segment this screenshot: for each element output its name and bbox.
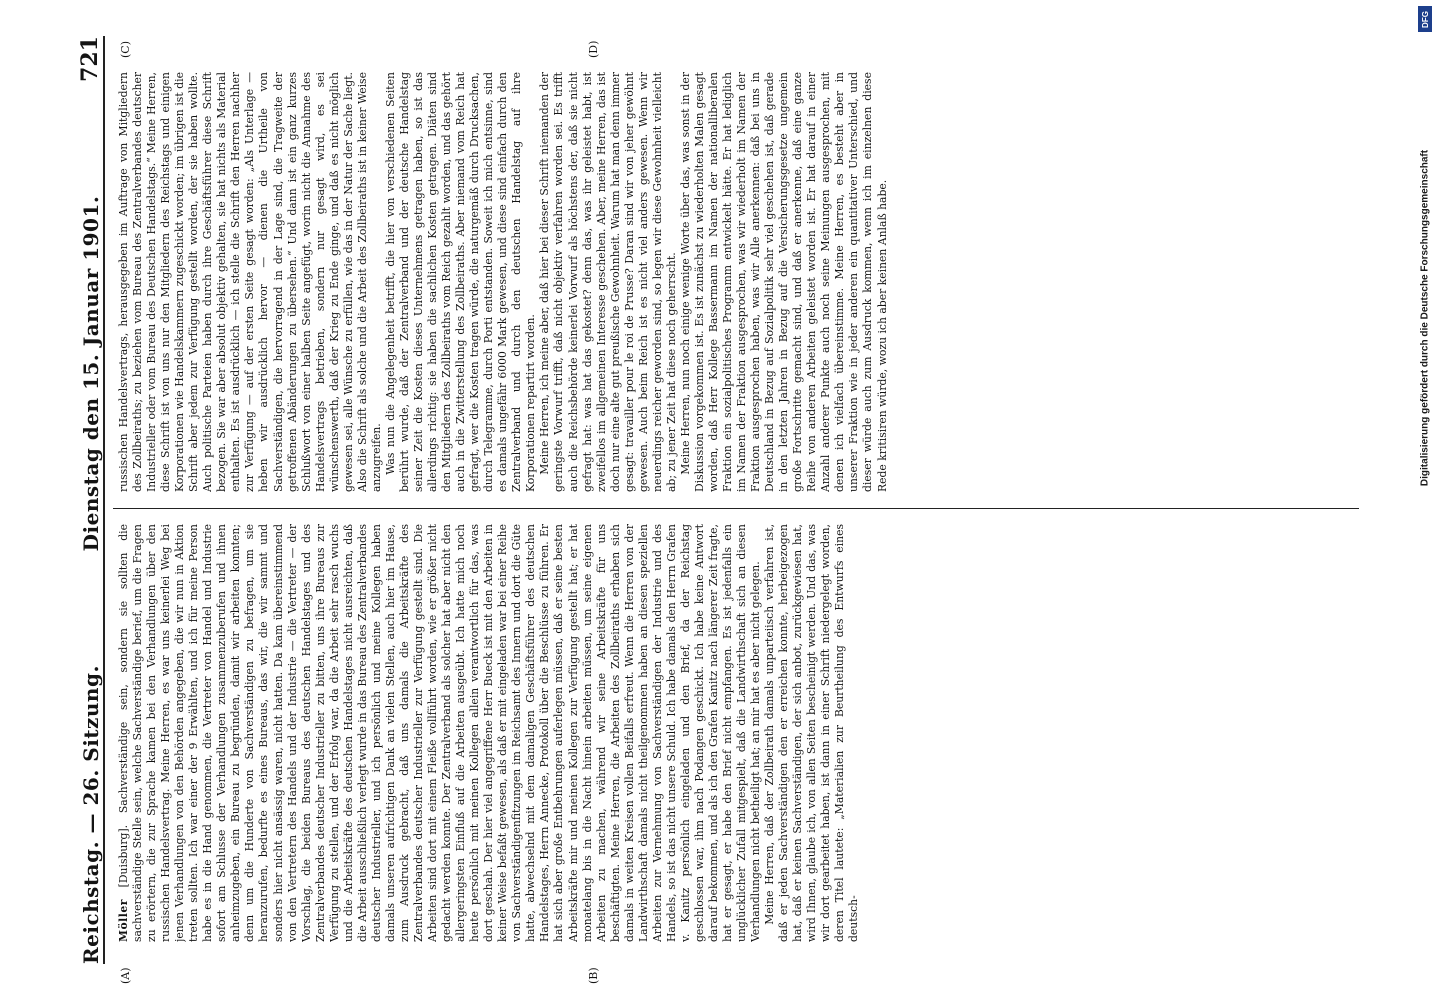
dfg-logo-badge bbox=[1418, 6, 1432, 32]
margin-mark-b: (B) bbox=[587, 967, 600, 984]
paragraph: Was nun die Angelegenheit betrifft, die hier von verschiedenen Seiten berührt wurde, daß der Zentralverband und der deutsche Handelstag seiner Zeit die Kosten dieses Unternehmens getragen haben, so ist das allerdings richtig: sie haben die sachlichen Kosten getragen. Diäten sind den Mitgliedern des Zollbeiraths vom Reich gezahlt worden, und das gehört auch in die Zwitterstellung des Zollbeiraths. Aber niemand vom Reich hat gefragt, wer die Kosten tragen würde, die naturgemäß durch Drucksachen, durch Telegramme, durch Porti entstanden. Soweit ich mich entsinne, sind es damals ungefähr 6000 Mark gewesen, und diese sind einfach durch den Zentralverband und durch den deutschen Handelstag auf ihre Korporationen repartirt worden. bbox=[383, 72, 538, 492]
paragraph: Meine Herren, ich meine aber, daß hier bei dieser Schrift niemanden der geringste Vorwurf trifft, daß nicht objektiv verfahren worden sei. Es trifft auch die Reichsbehörde keinerlei Vorwurf als höchstens der, daß sie nicht gefragt hat: was hat das gekostet? denn das, was ihr geleistet habt, ist zweifellos im allgemeinen Interesse geschehen. Aber, meine Herren, das ist doch nur eine alte gut preußische Gewohnheit. Warum hat man denn immer gesagt: travailler pour le roi de Prusse? Daran sind wir von jeher gewöhnt gewesen. Auch beim Reich ist es nicht viel anders gewesen. Wenn wir neuerdings reicher geworden sind, so legen wir diese Gewohnheit vielleicht ab; zu jener Zeit hat diese noch geherrscht. bbox=[538, 72, 678, 492]
paragraph: Meine Herren, nun noch einige wenige Worte über das, was sonst in der Diskussion vorgekommen ist. Es ist zunächst zu wiederholten Malen gesagt worden, daß Herr Kollege Bassermann im Namen der nationalliberalen Fraktion ein sozialpolitisches Programm entwickelt hätte. Er hat lediglich im Namen der Fraktion ausgesprochen, was wir wiederholt im Namen der Fraktion ausgesprochen haben, was wir Alle anerkennen: daß bei uns in Deutschland in Bezug auf Sozialpolitik sehr viel geschehen ist, daß gerade in den letzten Jahren in Bezug auf die Versicherungsgesetze ungemein große Fortschritte gemacht sind, und daß er anerkenne, daß eine ganze Reihe von anderen Arbeiten geleistet worden ist. Er hat darauf in einer Anzahl anderer Punkte auch noch seine Meinungen ausgesprochen, mit denen ich vielfach übereinstimme. Meine Herren, es besteht aber in unserer Fraktion wie in jeder anderen ein quantitativer Unterschied, und dieser würde auch zum Ausdruck kommen, wenn ich im einzelnen diese Rede kritisiren würde, wozu ich aber keinen Anlaß habe. bbox=[678, 72, 889, 492]
page-header bbox=[73, 36, 105, 964]
speaker-place: [Duisburg]. bbox=[117, 824, 130, 888]
column-divider bbox=[113, 508, 1359, 509]
page-number: 721 bbox=[77, 36, 103, 82]
paragraph: Sachverständige sein, sondern sie sollten die sachverständige Stelle sein, welche Sachverständige berief, um die Fragen zu erörtern, die zur Sprache kamen bei den Verhandlungen über den russischen Handelsvertrag. Meine Herren, es war uns keinerlei Weg bei jenen Verhandlungen von den Behörden angegeben, die wir nun in Aktion treten sollten. Ich war einer der 9 Erwählten, und ich für meine Person habe es in die Hand genommen, die Vertreter von Handel und Industrie sofort am Schlusse der Verhandlungen zusammenzuberufen und ihnen anheimzugeben, ein Bureau zu begründen, damit wir arbeiten konnten; denn um die Hunderte von Sachverständigen zu befragen, um sie heranzurufen, bedurfte es eines Bureaus, das wir, die wir sammt und sonders hier nicht ansässig waren, nicht hatten. Da kam übereinstimmend von den Vertretern des Handels und der Industrie — die Vertreter — der Vorschlag, die beiden Bureaus des deutschen Handelstages und des Zentralverbandes deutscher Industrieller zu bitten, uns ihre Bureaus zur Verfügung zu stellen, und der Erfolg war, da die Arbeit sehr rasch wuchs und die Arbeitskräfte des deutschen Handelstages nicht ausreichten, daß die Arbeit ausschließlich verlegt wurde in das Bureau des Zentralverbandes deutscher Industrieller, und ich persönlich und meine Kollegen haben damals unseren aufrichtigen Dank an vielen Stellen, auch hier im Hause, zum Ausdruck gebracht, daß uns damals die Arbeitskräfte des Zentralverbandes deutscher Industrieller zur Verfügung gestellt sind. Die Arbeiten sind dort mit einem Fleiße vollführt worden, wie er größer nicht gedacht werden konnte. Der Zentralverband als solcher hat aber nicht den allergeringsten Einfluß auf die Arbeiten ausgeübt. Ich hatte mich noch heute persönlich mit meinen Kollegen allein verantwortlich für das, was dort geschah. Der hier viel angegriffene Herr Bueck ist mit den Arbeiten in keiner Weise befaßt gewesen, als daß er mit eingeladen war bei einer Reihe von Sachverständigenfitzungen im Reichsamt des Innern und dort die Güte hatte, abwechselnd mit dem damaligen Geschäftsführer des deutschen Handelstages, Herrn Annecke, Protokoll über die Beschlüsse zu führen. Er hat sich aber große Entbehrungen auferlegen müssen, daß er seine besten Arbeitskräfte mir und meinen Kollegen zur Verfügung gestellt hat; er hat monatelang bis in die Nacht hinein arbeiten müssen, um seine eigenen Arbeiten zu machen, während wir seine Arbeitskräfte für uns beschäftigten. Meine Herren, die Arbeiten des Zollbeiraths erhaben sich damals in weiten Kreisen vollen Beifalls erfreut. Wenn die Herren von der Landwirthschaft damals nicht theilgenommen haben an diesen speziellen Arbeiten zur Vernehmung von Sachverständigen der Industrie und des Handels, so ist das nicht unsere Schuld. Ich habe damals den Herrn Grafen v. Kanitz persönlich eingeladen und den Brief, da der Reichstag geschlossen war, ihm nach Podangen geschickt. Ich habe keine Antwort darauf bekommen, und als ich den Grafen Kanitz nach längerer Zeit fragte, hat er gesagt, er habe den Brief nicht empfangen. Es ist jedenfalls ein unglücklicher Zufall mitgespielt, daß die Landwirthschaft sich an diesen Verhandlungen nicht betheiligt hat; an mir hat es aber nicht gelegen. bbox=[117, 524, 763, 942]
paragraph: russischen Handelsvertrags, herausgegeben im Auftrage von Mitgliedern des Zollbeiraths; zu beziehen vom Bureau des Zentralverbandes deutscher Industrieller oder vom Bureau des Deutschen Handelstags.“ Meine Herren, diese Schrift ist von uns nur den Mitgliedern des Reichstags und einigen Korporationen wie Handelskammern zugeschickt worden; im übrigen ist die Schrift aber jedem zur Verfügung gestellt worden, der sie haben wollte. Auch politische Parteien haben durch ihre Geschäftsführer diese Schrift bezogen. Sie war aber absolut objektiv gehalten, sie hat nichts als Material enthalten. Es ist ausdrücklich — ich stelle die Schrift den Herren nachher zur Verfügung — auf der ersten Seite gesagt worden: „Als Unterlage — heben wir ausdrücklich hervor — dienen die Urtheile von Sachverständigen, die hervorragend in der Lage sind, die Tragweite der getroffenen Abänderungen zu übersehen.“ Und dann ist ein ganz kurzes Schlußwort von einer halben Seite angefügt, worin nicht die Annahme des Handelsvertrags betrieben, sondern nur gesagt wird, es sei wünschenswerth, daß der Krieg zu Ende ginge, und daß es nicht möglich gewesen sei, alle Wünsche zu erfüllen, wie das in der Natur der Sache liegt. Also die Schrift als solche und die Arbeit des Zollbeiraths ist in keiner Weise anzugreifen. bbox=[117, 72, 383, 492]
digitization-text: Digitalisierung gefördert durch die Deutsche Forschungsgemeinschaft bbox=[1419, 149, 1431, 487]
left-column bbox=[117, 524, 1353, 942]
margin-mark-a: (A) bbox=[119, 967, 132, 984]
header-session: Reichstag. — 26. Sitzung. bbox=[79, 665, 103, 964]
margin-mark-c: (C) bbox=[119, 41, 132, 58]
speaker-name: Möller bbox=[117, 899, 130, 942]
header-date: Dienstag den 15. Januar 1901. bbox=[79, 195, 103, 552]
rotated-page bbox=[67, 10, 1367, 990]
digitization-note bbox=[1419, 38, 1432, 598]
right-column bbox=[117, 72, 1353, 492]
speaker-line bbox=[117, 524, 763, 942]
paragraph: Meine Herren, daß der Zollbeirath damals unparteiisch verfahren ist, daß er jeden Sachverständigen den er erreichen konnte, herbeigezogen hat, daß er keinen Sachverständigen, der sich anbot, zurückgewiesen hat, wird Ihnen, glaube ich, von allen Seiten bescheinigt werden. Und das, was wir dort gearbeitet haben, ist dann in einer Schrift niedergelegt worden, deren Titel lautete: „Materialien zur Beurtheilung des Entwurfs eines deutsch- bbox=[763, 524, 861, 942]
margin-mark-d: (D) bbox=[587, 40, 600, 58]
dfg-badge-text: DFG bbox=[1420, 10, 1430, 28]
